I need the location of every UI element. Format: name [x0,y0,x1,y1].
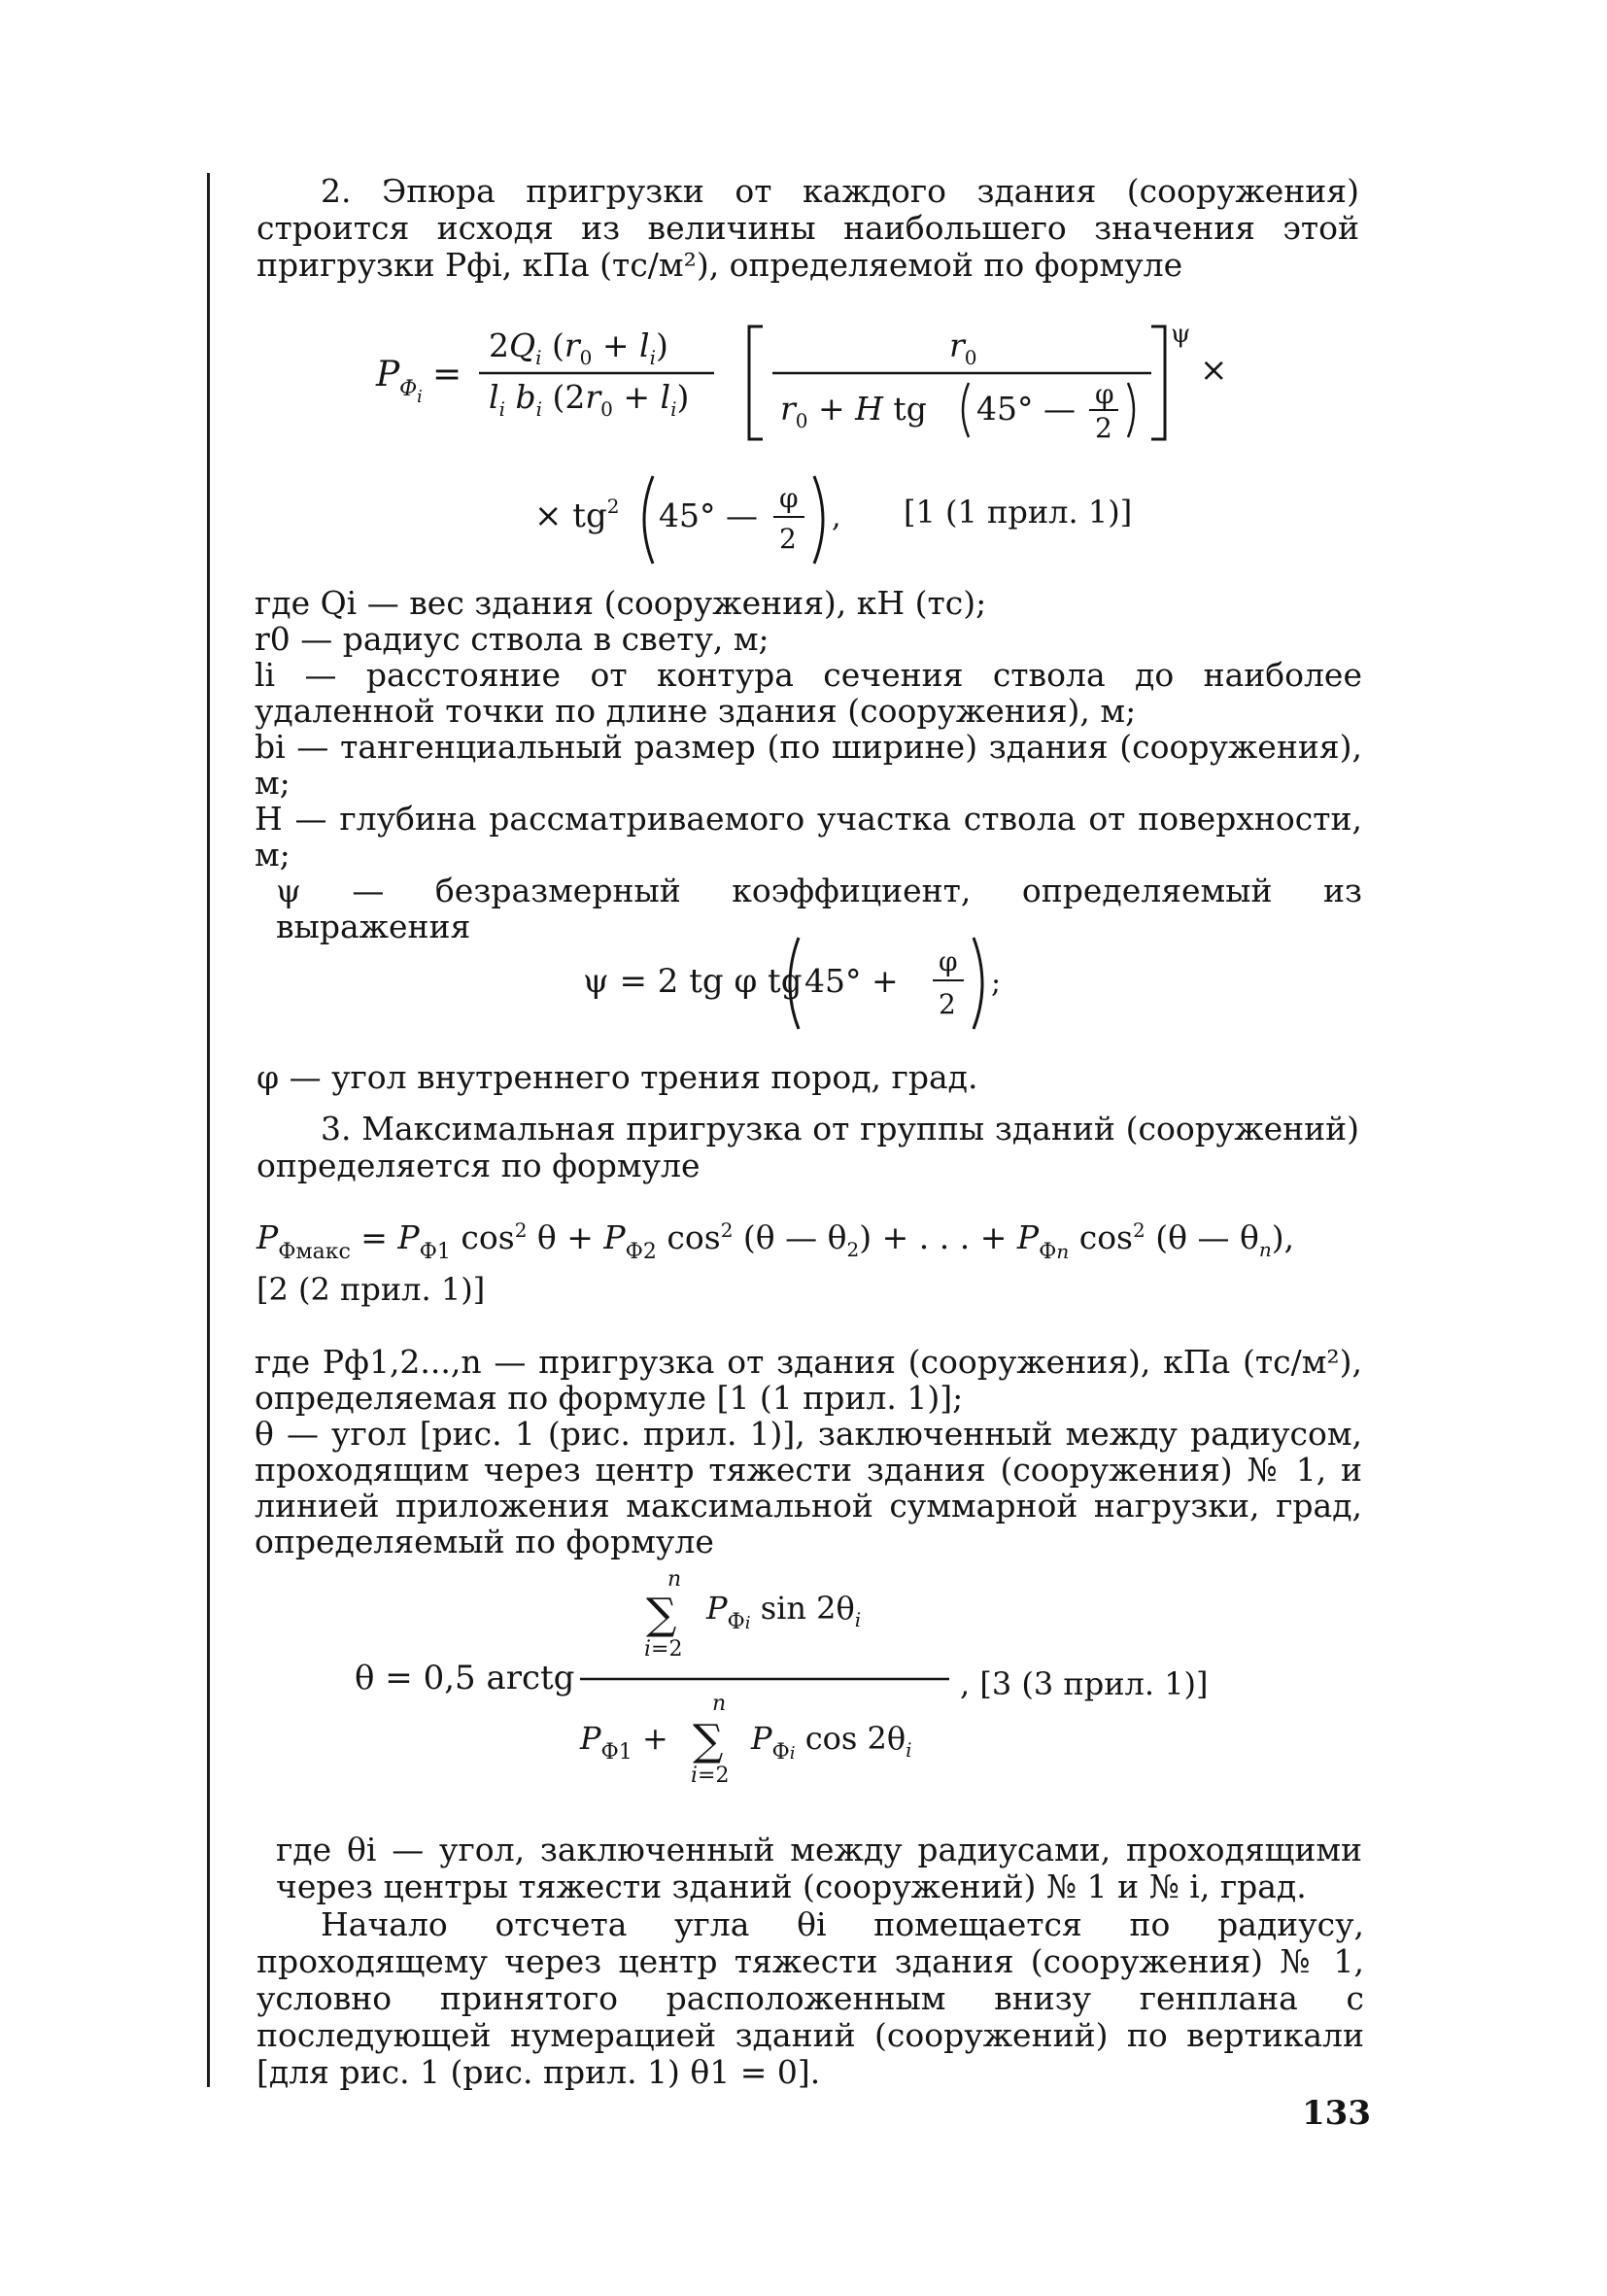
svg-text:PФмакс = PФ1 cos2 θ + PФ2 cos2: $P_{Фмакс} = P_{Ф1}$ $\cos^2 \theta + P_{Ф2}$ $\cos^2 (\theta$ — $\theta_2$) + . . . + $P_Фn$ $\cos^2 (\theta$ — $\theta_n$), [256,1218,1295,1264]
svg-text:∑: ∑ [646,1590,677,1639]
svg-text:45° —: 45° — [659,497,758,534]
formula-3-reference-text: [3 (3 прил. 1)] [979,1665,1209,1702]
paragraph-final: Начало отсчета угла θi помещается по радиусу, проходящему через центр тяжести здания (сооружения) № 1, условно принятого расположенным внизу генплана с последующей нумерацией зданий (сооружений) по вертикали [для рис. 1 (рис. прил. 1) θ1 = 0]. [256,1905,1364,2091]
definitions-formula-1 [255,585,1362,944]
svg-text:PФi sin 2θi: $P_Фi$ $\sin 2\theta_i$ [706,1590,862,1634]
svg-text:φ: φ [939,945,958,977]
svg-text:Ф: Ф [399,377,418,401]
svg-text:;: ; [991,966,1002,1000]
formula-2-reference: [2 (2 прил. 1)] [256,1271,486,1308]
definition-theta: θ — угол [рис. 1 (рис. прил. 1)], заключенный между радиусом, проходящим через центр тяжести здания (сооружения) № 1, и линией приложения максимальной суммарной нагрузки, град, определяемый по формуле [255,1415,1362,1560]
svg-text:45° —: 45° — [976,390,1076,428]
svg-text:r0: $r_0$ [949,326,977,369]
svg-text:45° +: 45° + [804,962,899,1000]
svg-text:n: n [712,1692,727,1716]
svg-text:n: n [667,1567,682,1592]
definition-h: H — глубина рассматриваемого участка ствола от поверхности, м; [255,800,1362,874]
svg-text:ψ: ψ [1171,320,1191,349]
formula-1-continuation [534,466,894,573]
formula-3 [355,1564,957,1797]
formula-2-graphic [255,1210,1372,1278]
svg-text:2: 2 [1095,412,1112,444]
svg-text:li bi (2r0 + li): $l_i$ $b_i$ $(2r_0 + l_i)$ [489,378,690,421]
svg-text:2Qi (r0 + li): $2Q_i$ $(r_0 + l_i)$ [489,326,668,369]
formula-3-graphic [355,1564,957,1788]
svg-text:2: 2 [779,523,797,555]
svg-text:i: i [417,387,423,407]
formula-1-line-1 [374,313,1239,467]
svg-text:θ = 0,5 arctg: θ = 0,5 arctg [355,1659,575,1697]
definition-theta-i: где θi — угол, заключенный между радиусами, проходящими через центры тяжести зданий (сооружений) № 1 и № i, град. [276,1831,1362,1905]
formula-1-graphic [374,313,1239,459]
svg-text:φ: φ [1095,378,1114,410]
formula-psi-graphic [583,928,1030,1035]
paragraph-2: 2. Эпюра пригрузки от каждого здания (сооружения) строится исходя из величины наибольшего значения этой пригрузки Pфi, кПа (тс/м²), определяемой по формуле [256,172,1359,284]
formula-3-reference: , [3 (3 прил. 1)] [960,1665,1209,1702]
svg-text:PФ1 +: $P_{Ф1}$ + [580,1720,668,1765]
svg-text:2: 2 [939,988,956,1020]
svg-text:i=2: i=2 [691,1764,730,1788]
definition-phi: φ — угол внутреннего трения пород, град. [256,1058,978,1096]
svg-text:∑: ∑ [693,1716,724,1765]
svg-text:PФi cos 2θi: $P_Фi$ $\cos 2\theta_i$ [751,1720,912,1765]
definition-l: li — расстояние от контура сечения ствола до наиболее удаленной точки по длине здания (сооружения), м; [255,656,1362,730]
formula-psi [583,928,1030,1044]
definition-p-phi: где Pф1,2...,n — пригрузка от здания (сооружения), кПа (тс/м²), определяемая по формуле [1 (1 прил. 1)]; [255,1343,1362,1417]
svg-text:φ: φ [779,482,799,514]
svg-text:i=2: i=2 [644,1637,683,1662]
svg-text:×: × [1200,351,1228,390]
svg-text:P: P [376,355,400,394]
definition-b: bi — тангенциальный размер (по ширине) здания (сооружения), м; [255,728,1362,802]
svg-text:,: , [832,500,841,534]
page-number: 133 [1302,2094,1371,2133]
paragraph-3: 3. Максимальная пригрузка от группы зданий (сооружений) определяется по формуле [256,1110,1359,1184]
definitions-formula-2 [255,1344,1362,1559]
formula-1-line-2 [534,466,894,582]
svg-text:=: = [432,355,462,394]
formula-1-reference: [1 (1 прил. 1)] [904,494,1133,531]
definition-q: где Qi — вес здания (сооружения), кН (тс); [255,584,987,622]
svg-text:r0 + H tg: $r_0 + H$ tg [780,390,927,432]
svg-text:ψ = 2 tg φ tg: ψ = 2 tg φ tg [583,962,803,1001]
margin-rule [207,173,210,2087]
definition-psi: ψ — безразмерный коэффициент, определяемый из выражения [276,872,1362,945]
definition-r0: r0 — радиус ствола в свету, м; [255,620,769,658]
svg-text:× tg2: × $tg^2$ [534,495,620,535]
